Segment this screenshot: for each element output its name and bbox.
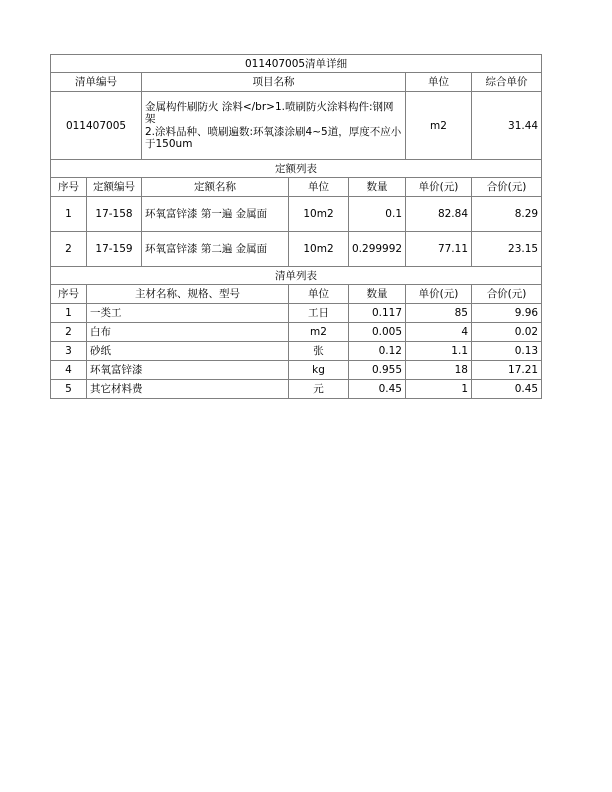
material-row — [51, 304, 542, 323]
material-qty: 0.005 — [349, 323, 406, 342]
quota-unit: 10m2 — [289, 197, 349, 232]
material-unit: 工日 — [289, 304, 349, 323]
table-title-row — [51, 55, 542, 73]
quota-unit: 10m2 — [289, 232, 349, 267]
material-total: 0.45 — [472, 380, 542, 399]
quota-header-row — [51, 178, 542, 197]
material-seq: 1 — [51, 304, 87, 323]
material-unit: m2 — [289, 323, 349, 342]
material-qty: 0.45 — [349, 380, 406, 399]
material-unit: kg — [289, 361, 349, 380]
material-name: 白布 — [87, 323, 289, 342]
material-seq: 2 — [51, 323, 87, 342]
quota-code-header: 定额编号 — [87, 178, 142, 197]
quota-row — [51, 197, 542, 232]
materials-seq-header: 序号 — [51, 285, 87, 304]
material-price: 1.1 — [406, 342, 472, 361]
materials-price-header: 单价(元) — [406, 285, 472, 304]
bill-code: 011407005 — [51, 92, 142, 160]
material-row — [51, 361, 542, 380]
material-name: 环氧富锌漆 — [87, 361, 289, 380]
material-unit: 张 — [289, 342, 349, 361]
quota-name-header: 定额名称 — [142, 178, 289, 197]
material-qty: 0.117 — [349, 304, 406, 323]
quota-total-header: 合价(元) — [472, 178, 542, 197]
material-total: 17.21 — [472, 361, 542, 380]
material-unit: 元 — [289, 380, 349, 399]
material-qty: 0.955 — [349, 361, 406, 380]
bill-name-header: 项目名称 — [142, 73, 406, 92]
quota-price-header: 单价(元) — [406, 178, 472, 197]
quota-qty-header: 数量 — [349, 178, 406, 197]
bill-price-header: 综合单价 — [472, 73, 542, 92]
quota-unit-header: 单位 — [289, 178, 349, 197]
material-row — [51, 380, 542, 399]
quota-name: 环氧富锌漆 第一遍 金属面 — [142, 197, 289, 232]
materials-total-header: 合价(元) — [472, 285, 542, 304]
materials-name-header: 主材名称、规格、型号 — [87, 285, 289, 304]
quota-price: 77.11 — [406, 232, 472, 267]
material-qty: 0.12 — [349, 342, 406, 361]
quota-qty: 0.299992 — [349, 232, 406, 267]
material-seq: 3 — [51, 342, 87, 361]
bill-header-row — [51, 73, 542, 92]
bill-row — [51, 92, 542, 160]
material-price: 18 — [406, 361, 472, 380]
materials-section-title: 清单列表 — [51, 267, 542, 285]
materials-unit-header: 单位 — [289, 285, 349, 304]
material-total: 0.02 — [472, 323, 542, 342]
material-row — [51, 323, 542, 342]
bill-detail-table — [50, 54, 542, 399]
quota-seq: 2 — [51, 232, 87, 267]
materials-header-row — [51, 285, 542, 304]
bill-description-line-2: 2.涂料品种、喷刷遍数:环氧漆涂刷4~5道，厚度不应小于150um — [145, 125, 402, 150]
bill-price: 31.44 — [472, 92, 542, 160]
table-title: 011407005清单详细 — [51, 55, 542, 73]
material-total: 0.13 — [472, 342, 542, 361]
material-row — [51, 342, 542, 361]
material-price: 1 — [406, 380, 472, 399]
material-price: 85 — [406, 304, 472, 323]
material-price: 4 — [406, 323, 472, 342]
material-seq: 5 — [51, 380, 87, 399]
quota-section-title: 定额列表 — [51, 160, 542, 178]
quota-name: 环氧富锌漆 第二遍 金属面 — [142, 232, 289, 267]
materials-qty-header: 数量 — [349, 285, 406, 304]
material-name: 砂纸 — [87, 342, 289, 361]
quota-section-row — [51, 160, 542, 178]
bill-code-header: 清单编号 — [51, 73, 142, 92]
bill-description-line-1: 金属构件刷防火 涂料</br>1.喷刷防火涂料构件:钢网架 — [145, 100, 394, 125]
material-seq: 4 — [51, 361, 87, 380]
material-total: 9.96 — [472, 304, 542, 323]
quota-qty: 0.1 — [349, 197, 406, 232]
quota-row — [51, 232, 542, 267]
quota-seq: 1 — [51, 197, 87, 232]
bill-unit: m2 — [406, 92, 472, 160]
materials-section-row — [51, 267, 542, 285]
material-name: 其它材料费 — [87, 380, 289, 399]
quota-seq-header: 序号 — [51, 178, 87, 197]
bill-description — [142, 92, 406, 160]
quota-total: 8.29 — [472, 197, 542, 232]
bill-unit-header: 单位 — [406, 73, 472, 92]
quota-price: 82.84 — [406, 197, 472, 232]
quota-code: 17-158 — [87, 197, 142, 232]
material-name: 一类工 — [87, 304, 289, 323]
quota-total: 23.15 — [472, 232, 542, 267]
quota-code: 17-159 — [87, 232, 142, 267]
